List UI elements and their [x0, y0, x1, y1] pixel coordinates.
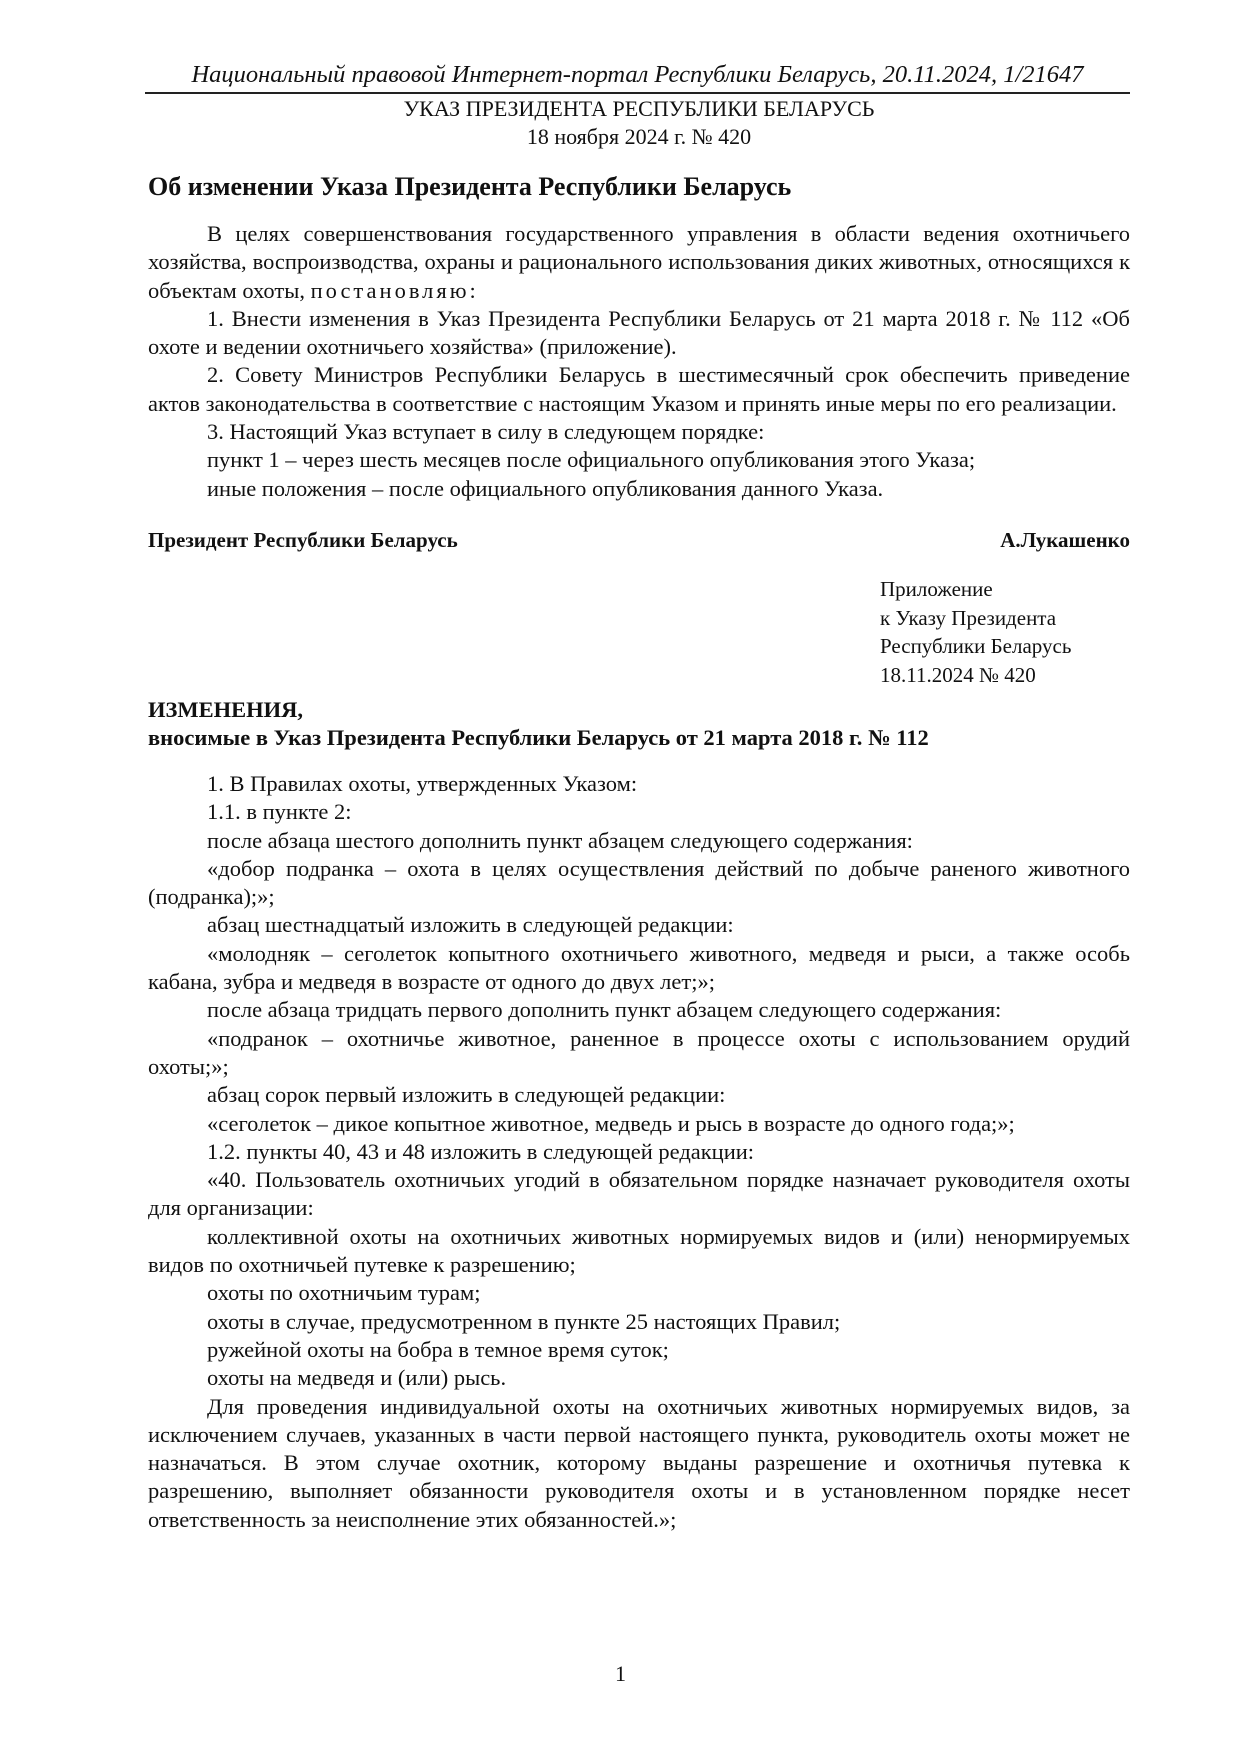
changes-paragraph: охоты по охотничьим турам;: [207, 1280, 481, 1306]
changes-paragraph: после абзаца шестого дополнить пункт абзацем следующего содержания:: [207, 827, 913, 853]
preamble-text: В целях совершенствования государственного управления в области ведения охотничьего хозяйства, воспроизводства, охраны и рационального использования диких животных, относящихся к объектам охоты,: [148, 221, 1130, 303]
changes-paragraph: после абзаца тридцать первого дополнить пункт абзацем следующего содержания:: [207, 997, 1002, 1023]
decree-preamble: [148, 220, 1130, 305]
changes-paragraph: «подранок – охотничье животное, раненное в процессе охоты с использованием орудий охоты;»;: [148, 1025, 1130, 1079]
changes-paragraph: 1. В Правилах охоты, утвержденных Указом:: [207, 771, 638, 796]
changes-paragraph: «сеголеток – дикое копытное животное, медведь и рысь в возрасте до одного года;»;: [207, 1110, 1015, 1136]
changes-paragraph: ружейной охоты на бобра в темное время суток;: [207, 1336, 669, 1362]
portal-header: Национальный правовой Интернет-портал Республики Беларусь, 20.11.2024, 1/21647: [145, 58, 1130, 94]
appendix-note: [880, 575, 1140, 689]
decree-item-2: 2. Совету Министров Республики Беларусь в шестимесячный срок обеспечить приведение актов законодательства в соответствие с настоящим Указом и принять иные меры по его реализации.: [148, 362, 1130, 416]
changes-paragraph: 1.1. в пункте 2:: [207, 799, 352, 825]
decree-title: Об изменении Указа Президента Республики Беларусь: [148, 172, 792, 201]
decree-item-3-part-2: иные положения – после официального опубликования данного Указа.: [207, 475, 884, 501]
decree-item-3: 3. Настоящий Указ вступает в силу в следующем порядке:: [207, 419, 765, 445]
decree-date-number: 18 ноября 2024 г. № 420: [526, 124, 752, 149]
signature-name: А.Лукашенко: [1000, 528, 1130, 552]
changes-paragraph: «молодняк – сеголеток копытного охотничьего животного, медведя и рыси, а также особь кабана, зубра и медведя в возрасте от одного до двух лет;»;: [148, 940, 1130, 995]
signature-row: [148, 526, 1130, 554]
changes-paragraph: 1.2. пункты 40, 43 и 48 изложить в следующей редакции:: [207, 1138, 755, 1164]
changes-paragraph: Для проведения индивидуальной охоты на охотничьих животных нормируемых видов, за исключением случаев, указанных в части первой настоящего пункта, руководитель охоты может не назначаться. В этом случае охотник, которому выданы разрешение и охотничья путевка к разрешению, выполняет обязанности руководителя охоты и в установленном порядке несет ответственность за неисполнение этих обязанностей.»;: [148, 1393, 1130, 1532]
appendix-note-line: Приложение: [880, 577, 993, 601]
appendix-note-line: Республики Беларусь: [880, 634, 1072, 658]
decree-item-3-part-1: пункт 1 – через шесть месяцев после официального опубликования этого Указа;: [207, 447, 976, 473]
appendix-note-line: к Указу Президента: [880, 605, 1057, 630]
preamble-decree-word: постановляю:: [310, 277, 479, 303]
decree-item-1: 1. Внести изменения в Указ Президента Республики Беларусь от 21 марта 2018 г. № 112 «Об охоте и ведении охотничьего хозяйства» (приложение).: [148, 305, 1130, 360]
changes-paragraph: «40. Пользователь охотничьих угодий в обязательном порядке назначает руководителя охоты для организации:: [148, 1167, 1130, 1221]
changes-text: [148, 770, 1130, 1534]
changes-paragraph: коллективной охоты на охотничьих животных нормируемых видов и (или) ненормируемых видов по охотничьей путевке к разрешению;: [148, 1223, 1130, 1278]
decree-text: [148, 220, 1130, 503]
changes-paragraph: абзац сорок первый изложить в следующей редакции:: [207, 1082, 726, 1108]
changes-paragraph: охоты на медведя и (или) рысь.: [207, 1365, 507, 1391]
appendix-note-line: 18.11.2024 № 420: [880, 662, 1036, 687]
changes-paragraph: охоты в случае, предусмотренном в пункте 25 настоящих Правил;: [207, 1308, 841, 1334]
changes-title: [148, 696, 1130, 752]
changes-title-line-2: вносимые в Указ Президента Республики Беларусь от 21 марта 2018 г. № 112: [148, 725, 929, 750]
changes-title-line-1: ИЗМЕНЕНИЯ,: [148, 697, 304, 722]
decree-heading: УКАЗ ПРЕЗИДЕНТА РЕСПУБЛИКИ БЕЛАРУСЬ: [403, 96, 875, 121]
signature-position: Президент Республики Беларусь: [148, 528, 458, 552]
changes-paragraph: «добор подранка – охота в целях осуществления действий по добыче раненого животного (подранка);»;: [148, 855, 1130, 910]
changes-paragraph: абзац шестнадцатый изложить в следующей редакции:: [207, 912, 734, 938]
page-number: 1: [615, 1661, 626, 1686]
